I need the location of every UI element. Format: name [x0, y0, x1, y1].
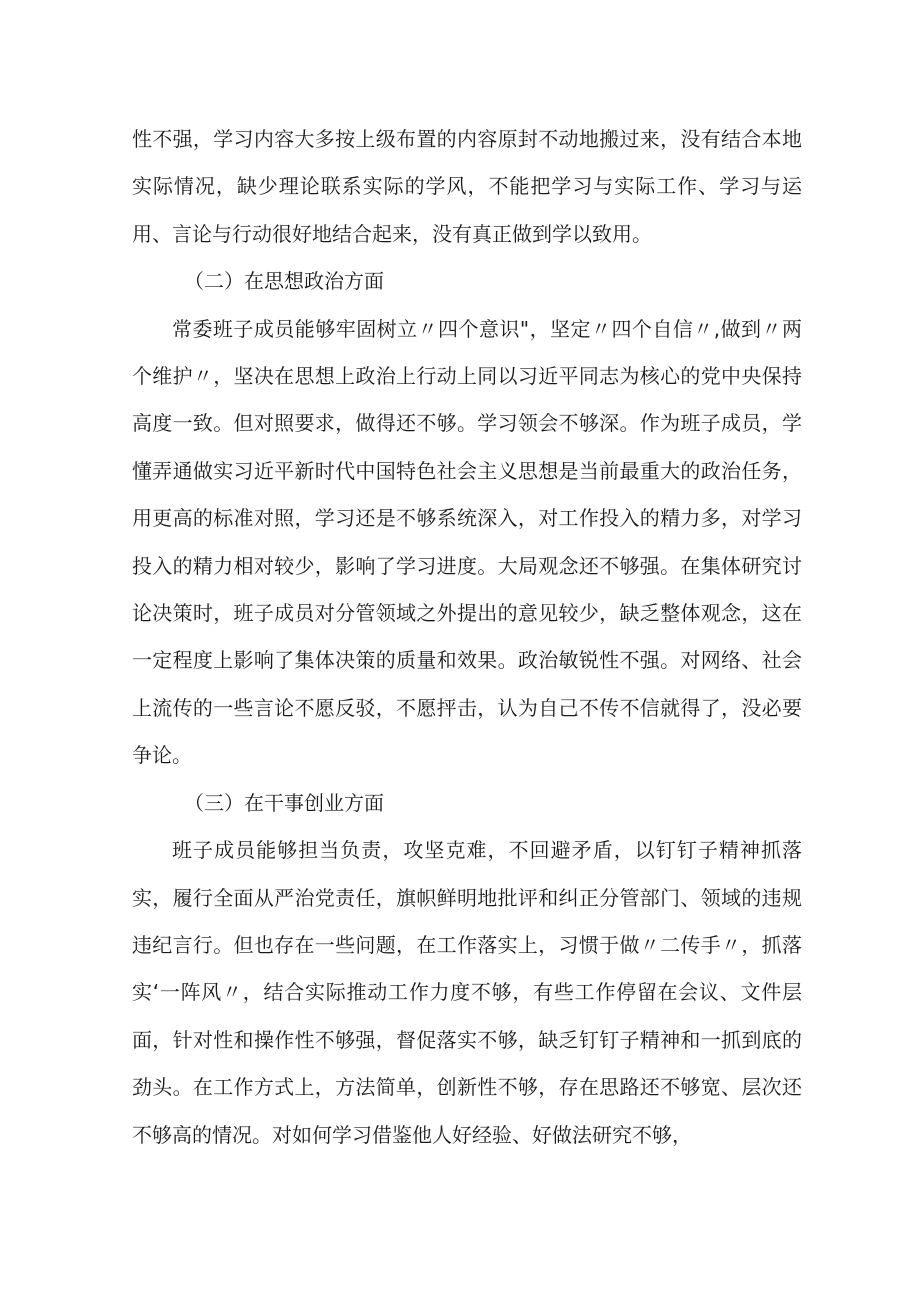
paragraph-ideology: 常委班子成员能够牢固树立〃四个意识"，坚定〃四个自信〃,做到〃两个维护〃，坚决在思想上政治上行动上同以习近平同志为核心的党中央保持高度一致。但对照要求，做得还不够。学习领会不够深。作为班子成员，学懂弄通做实习近平新时代中国特色社会主义思想是当前最重大的政治任务，用更高的标准对照，学习还是不够系统深入，对工作投入的精力多，对学习投入的精力相对较少，影响了学习进度。大局观念还不够强。在集体研究讨论决策时，班子成员对分管领域之外提出的意见较少，缺乏整体观念，这在一定程度上影响了集体决策的质量和效果。政治敏锐性不强。对网络、社会上流传的一些言论不愿反驳，不愿抨击，认为自己不传不信就得了，没必要争论。 [132, 316, 802, 768]
paragraph-continuation: 性不强，学习内容大多按上级布置的内容原封不动地搬过来，没有结合本地实际情况，缺少理论联系实际的学风，不能把学习与实际工作、学习与运用、言论与行动很好地结合起来，没有真正做到学以致用。 [132, 127, 802, 246]
section-heading-3: （三）在干事创业方面 [184, 790, 384, 815]
paragraph-entrepreneurship: 班子成员能够担当负责，攻坚克难，不回避矛盾，以钉钉子精神抓落实，履行全面从严治党责任，旗帜鲜明地批评和纠正分管部门、领域的违规违纪言行。但也存在一些问题，在工作落实上，习惯于做〃二传手〃，抓落实‘一阵风〃，结合实际推动工作力度不够，有些工作停留在会议、文件层面，针对性和操作性不够强，督促落实不够，缺乏钉钉子精神和一抓到底的劲头。在工作方式上，方法简单，创新性不够，存在思路还不够宽、层次还不够高的情况。对如何学习借鉴他人好经验、好做法研究不够， [132, 838, 802, 1147]
document-body [132, 116, 802, 1159]
section-heading-2: （二）在思想政治方面 [184, 269, 384, 294]
